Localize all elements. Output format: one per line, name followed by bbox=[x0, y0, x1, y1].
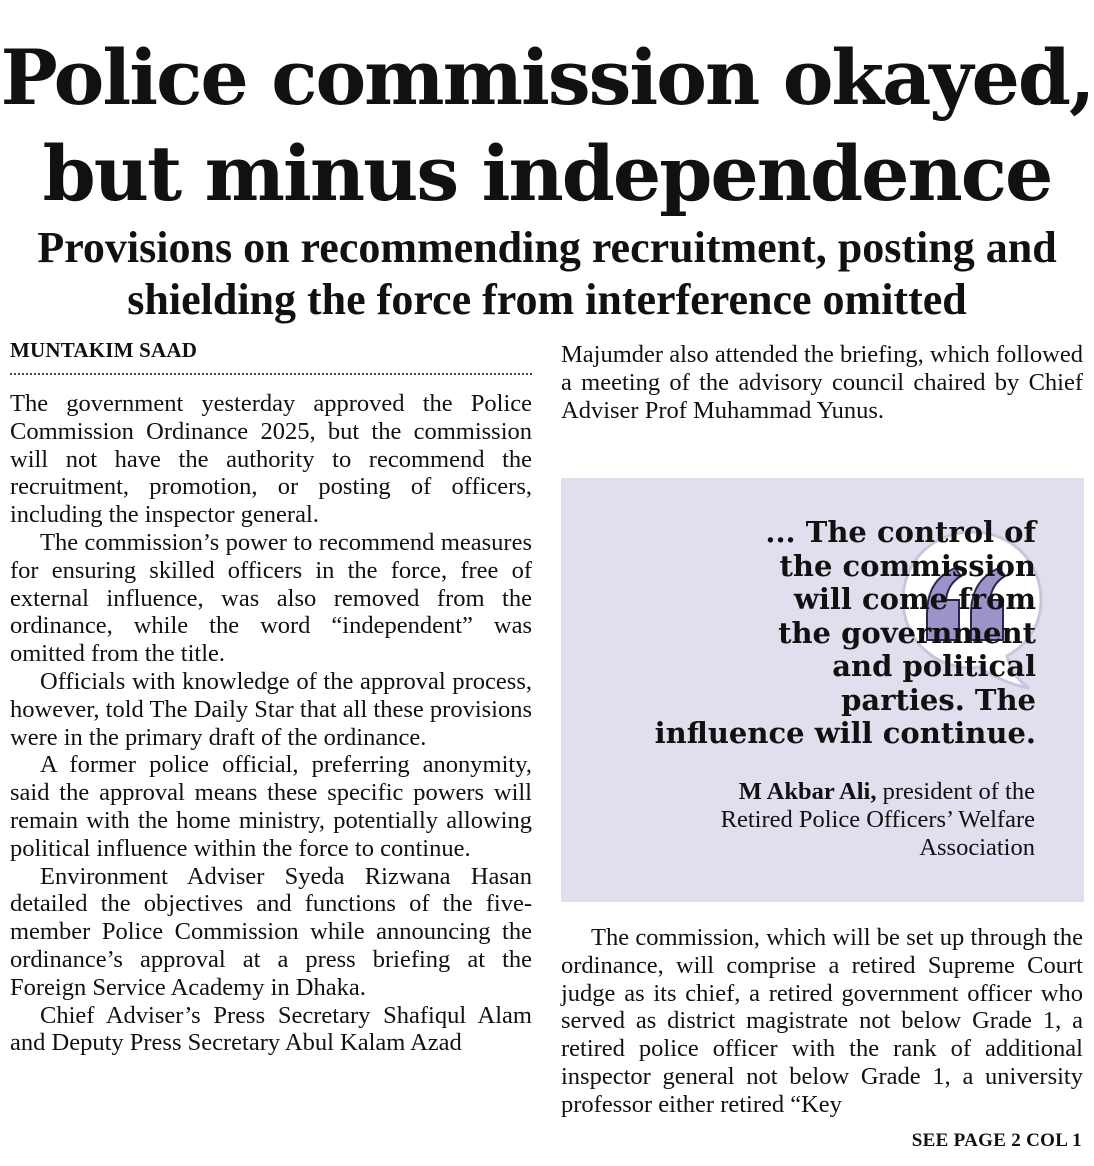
pullquote-line: parties. The bbox=[841, 682, 1036, 717]
headline bbox=[0, 30, 1094, 222]
speaker-name: M Akbar Ali, bbox=[738, 778, 877, 805]
deck-subheadline bbox=[0, 222, 1094, 326]
paragraph: A former police official, preferring anonymity, said the approval means these specific powers will remain with the home ministry, potentially allowing political influence within the force to continue. bbox=[10, 751, 532, 862]
pullquote-attribution bbox=[641, 778, 1035, 862]
pullquote-line: ... The control of bbox=[765, 515, 1036, 549]
headline-line-1: Police commission okayed, bbox=[0, 33, 1094, 122]
paragraph: The commission’s power to recommend measures for ensuring skilled officers in the force, free of external influence, was also removed from the ordinance, while the word “independent” was omitted from the title. bbox=[10, 528, 532, 668]
speaker-role: Retired Police Officers’ Welfare bbox=[720, 806, 1035, 833]
paragraph: The commission, which will be set up through the ordinance, will comprise a retired Supreme Court judge as its chief, a retired government officer who served as district magistrate not below Grade 1, a retired police officer with the rank of additional inspector general not below Grade 1, a university professor either retired “Key bbox=[561, 924, 1083, 1118]
paragraph: Environment Adviser Syeda Rizwana Hasan detailed the objectives and functions of the five-member Police Commission while announcing the ordinance’s approval at a press briefing at the Foreign Service Academy in Dhaka. bbox=[10, 862, 532, 1001]
pullquote-text bbox=[601, 516, 1036, 751]
deck-line-2: shielding the force from interference omitted bbox=[127, 275, 967, 324]
speaker-role: president of the bbox=[876, 778, 1035, 805]
jump-line: SEE PAGE 2 COL 1 bbox=[911, 1130, 1082, 1151]
pullquote-line: influence will continue. bbox=[654, 716, 1036, 750]
article-column-2-top bbox=[561, 341, 1083, 424]
pullquote-line: the commission bbox=[779, 548, 1036, 583]
paragraph: The government yesterday approved the Police Commission Ordinance 2025, but the commission will not have the authority to recommend the recruitment, promotion, or posting of officers, including the inspector general. bbox=[10, 390, 532, 529]
article-column-2-bottom bbox=[561, 924, 1083, 1119]
paragraph: Officials with knowledge of the approval process, however, told The Daily Star that all these provisions were in the primary draft of the ordinance. bbox=[10, 667, 532, 751]
pullquote-line: will come from bbox=[793, 582, 1036, 616]
pullquote-line: the government bbox=[778, 615, 1036, 650]
deck-line-1: Provisions on recommending recruitment, posting and bbox=[37, 223, 1057, 272]
paragraph: Majumder also attended the briefing, which followed a meeting of the advisory council chaired by Chief Adviser Prof Muhammad Yunus. bbox=[561, 341, 1083, 424]
headline-line-2: but minus independence bbox=[42, 129, 1052, 218]
pullquote-line: and political bbox=[832, 649, 1036, 683]
pullquote-box bbox=[561, 478, 1084, 902]
paragraph: Chief Adviser’s Press Secretary Shafiqul Alam and Deputy Press Secretary Abul Kalam Azad bbox=[10, 1001, 532, 1057]
article-column-1 bbox=[10, 390, 532, 1057]
speaker-role: Association bbox=[919, 834, 1035, 861]
byline: MUNTAKIM SAAD bbox=[10, 338, 532, 375]
